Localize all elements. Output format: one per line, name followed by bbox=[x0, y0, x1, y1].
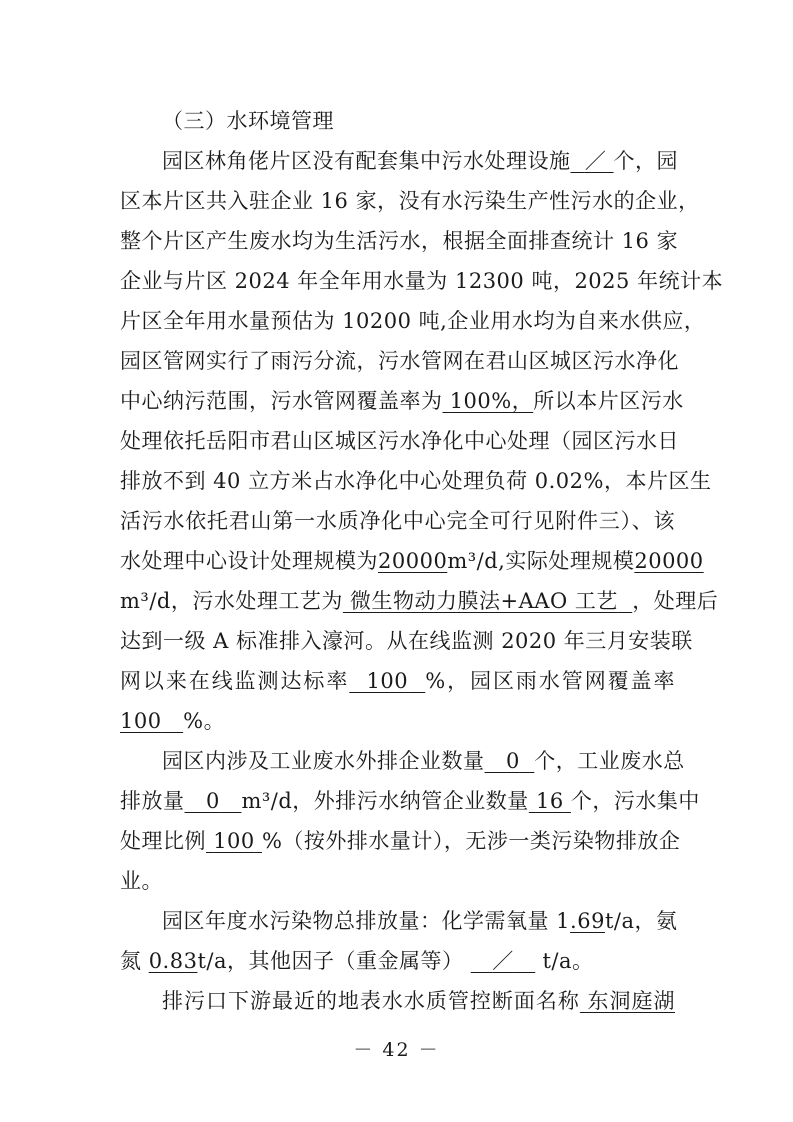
page-number: － 42 － bbox=[353, 1039, 440, 1061]
p1-line-14 bbox=[120, 667, 675, 695]
text-run: %，园区雨水管网覆盖率 bbox=[425, 669, 675, 693]
p2-line-3 bbox=[120, 827, 681, 855]
text-run: m³/d,实际处理规模 bbox=[447, 549, 635, 573]
text-run: 个，工业废水总 bbox=[534, 749, 685, 773]
text-run: 个，污水集中 bbox=[570, 789, 700, 813]
fill-in-sewer-coverage: 100%， bbox=[449, 389, 534, 413]
fill-in-control-section: 东洞庭湖 bbox=[587, 989, 675, 1013]
fill-in-cod: .69 bbox=[570, 909, 605, 933]
text-run: 园区内涉及工业废水外排企业数量 bbox=[162, 749, 485, 773]
fill-in-facility-count: ／ bbox=[584, 149, 607, 173]
fill-in-treatment-process: 微生物动力膜法+AAO 工艺 bbox=[350, 589, 618, 613]
p1-line-11 bbox=[120, 547, 704, 575]
text-run: ，处理后 bbox=[632, 589, 719, 613]
p1-line-9: 排放不到 40 立方米占水净化中心处理负荷 0.02%，本片区生 bbox=[120, 469, 712, 493]
text-run: %（按外排水量计），无涉一类污染物排放企 bbox=[261, 829, 681, 853]
fill-in-design-capacity: 20000 bbox=[378, 549, 448, 573]
p1-line-6: 园区管网实行了雨污分流，污水管网在君山区城区污水净化 bbox=[120, 349, 679, 373]
p1-line-7 bbox=[120, 387, 684, 415]
fill-in-ammonia: 0.83 bbox=[148, 949, 198, 973]
fill-in-rain-coverage: 100 bbox=[120, 709, 162, 733]
p1-line-1 bbox=[162, 147, 679, 175]
text-run: t/a。 bbox=[542, 949, 594, 973]
p1-line-5: 片区全年用水量预估为 10200 吨,企业用水均为自来水供应， bbox=[120, 309, 706, 333]
p1-line-4: 企业与片区 2024 年全年用水量为 12300 吨，2025 年统计本 bbox=[120, 269, 724, 293]
p2-line-2 bbox=[120, 787, 700, 815]
text-run: 排放量 bbox=[120, 789, 185, 813]
text-run: 园区林角佬片区没有配套集中污水处理设施 bbox=[162, 149, 571, 173]
p1-line-12 bbox=[120, 587, 719, 615]
text-run: 园区年度水污染物总排放量：化学需氧量 1 bbox=[162, 909, 571, 933]
p2-line-4: 业。 bbox=[120, 869, 163, 893]
text-run: t/a，氨 bbox=[604, 909, 678, 933]
text-run: 排污口下游最近的地表水水质管控断面名称 bbox=[162, 989, 580, 1013]
p1-line-2: 区本片区共入驻企业 16 家，没有水污染生产性污水的企业， bbox=[120, 189, 700, 213]
text-run: 氮 bbox=[120, 949, 142, 973]
text-run: 处理比例 bbox=[120, 829, 206, 853]
fill-in-compliance-rate: 100 bbox=[366, 669, 409, 693]
fill-in-actual-capacity: 20000 bbox=[634, 549, 704, 573]
text-run: m³/d，外排污水纳管企业数量 bbox=[241, 789, 529, 813]
text-run: 个，园 bbox=[613, 149, 679, 173]
p4-line-1 bbox=[162, 987, 675, 1015]
fill-in-industrial-discharge: 0 bbox=[206, 789, 220, 813]
text-run: t/a，其他因子（重金属等） bbox=[197, 949, 464, 973]
fill-in-treatment-ratio: 100 bbox=[213, 829, 255, 853]
p3-line-2 bbox=[120, 947, 675, 975]
p2-line-1 bbox=[162, 747, 685, 775]
p1-line-10: 活污水依托君山第一水质净化中心完全可行见附件三）、该 bbox=[120, 509, 675, 533]
text-run: 水处理中心设计处理规模为 bbox=[120, 549, 378, 573]
fill-in-other-factors: ／ bbox=[492, 949, 514, 973]
text-run: %。 bbox=[183, 709, 226, 733]
p1-line-15 bbox=[120, 707, 675, 735]
p1-line-13: 达到一级 A 标准排入濠河。从在线监测 2020 年三月安装联 bbox=[120, 629, 693, 653]
text-run: m³/d，污水处理工艺为 bbox=[120, 589, 343, 613]
p3-line-1 bbox=[162, 907, 678, 935]
section-heading: （三）水环境管理 bbox=[162, 109, 334, 133]
text-run: 网以来在线监测达标率 bbox=[120, 669, 350, 693]
fill-in-industrial-enterprises: 0 bbox=[506, 749, 520, 773]
text-run: 所以本片区污水 bbox=[533, 389, 684, 413]
text-run: 中心纳污范围，污水管网覆盖率为 bbox=[120, 389, 443, 413]
fill-in-connected-enterprises: 16 bbox=[535, 789, 564, 813]
p1-line-8: 处理依托岳阳市君山区城区污水净化中心处理（园区污水日 bbox=[120, 429, 679, 453]
p1-line-3: 整个片区产生废水均为生活污水，根据全面排查统计 16 家 bbox=[120, 229, 679, 253]
